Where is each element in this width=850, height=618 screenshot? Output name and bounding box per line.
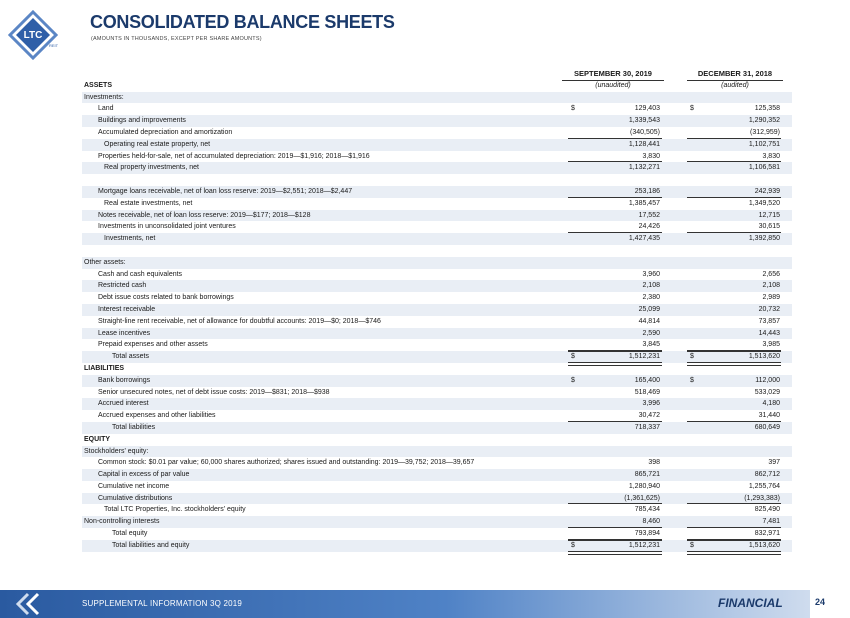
dollar-sign: $ [690, 353, 694, 361]
row-label: Mortgage loans receivable, net of loan loss reserve: 2019—$2,551; 2018—$2,447 [98, 187, 353, 195]
value-2019: 1,512,231 [628, 353, 660, 361]
dollar-sign: $ [571, 376, 575, 384]
value-2019: 2,108 [642, 282, 660, 290]
unaudited-label: (unaudited) [595, 81, 631, 89]
row-label: Other assets: [84, 258, 126, 266]
column-header-dec-2018: DECEMBER 31, 2018 [687, 68, 783, 81]
table-row [82, 210, 792, 222]
table-row [82, 280, 792, 292]
dollar-sign: $ [571, 541, 575, 549]
table-row [82, 103, 792, 115]
value-2019: 1,132,271 [628, 164, 660, 172]
table-row [82, 410, 792, 422]
row-label: Total liabilities [112, 423, 156, 431]
value-2018: 1,513,620 [748, 353, 780, 361]
table-row [82, 516, 792, 528]
row-label: Non-controlling interests [84, 518, 160, 526]
value-2018: 4,180 [762, 400, 780, 408]
balance-sheet-table [82, 68, 792, 552]
row-label: Cash and cash equivalents [98, 270, 183, 278]
table-row [82, 233, 792, 245]
row-label: Investments, net [104, 235, 156, 243]
row-label: Real estate investments, net [104, 199, 193, 207]
row-label: Properties held-for-sale, net of accumulated depreciation: 2019—$1,916; 2018—$1,916 [98, 152, 370, 160]
value-2019: 3,845 [642, 341, 660, 349]
table-row [82, 292, 792, 304]
dollar-sign: $ [690, 105, 694, 113]
value-2019: 518,469 [634, 388, 660, 396]
table-row [82, 387, 792, 399]
value-2018: 3,985 [762, 341, 780, 349]
row-label: Interest receivable [98, 305, 156, 313]
row-label: Common stock: $0.01 par value; 60,000 shares authorized; shares issued and outstanding: 2019—39,752; 2018—39,657 [98, 459, 475, 467]
value-2019: 129,403 [634, 105, 660, 113]
value-2019: 785,434 [634, 506, 660, 514]
table-row [82, 221, 792, 233]
value-2018: 12,715 [758, 211, 780, 219]
row-label: Accrued interest [98, 400, 149, 408]
section-header-row [82, 80, 792, 92]
value-2019: (1,361,625) [624, 494, 660, 502]
table-row [82, 457, 792, 469]
table-row [82, 127, 792, 139]
table-row [82, 328, 792, 340]
total-top-rule [687, 351, 781, 352]
value-2018: (1,293,383) [744, 494, 780, 502]
row-label: Investments in unconsolidated joint ventures [98, 223, 236, 231]
double-chevron-left-icon [6, 592, 46, 616]
value-2018: 397 [768, 459, 780, 467]
value-2019: 165,400 [634, 376, 660, 384]
row-label: Debt issue costs related to bank borrowings [98, 294, 234, 302]
value-2019: 2,590 [642, 329, 660, 337]
table-row [82, 540, 792, 552]
value-2018: 825,490 [754, 506, 780, 514]
table-row [82, 398, 792, 410]
table-row [82, 528, 792, 540]
row-label: Cumulative distributions [98, 494, 173, 502]
blank-row [82, 174, 792, 186]
value-2019: 1,128,441 [628, 140, 660, 148]
table-row [82, 351, 792, 363]
footer-bar [0, 590, 850, 618]
value-2019: 8,460 [642, 518, 660, 526]
row-label: Land [98, 105, 114, 113]
row-label: Total assets [112, 353, 149, 361]
row-label: Buildings and improvements [98, 117, 186, 125]
value-2019: 25,099 [638, 305, 660, 313]
table-row [82, 139, 792, 151]
value-2018: 680,649 [754, 423, 780, 431]
value-2018: 20,732 [758, 305, 780, 313]
table-row [82, 162, 792, 174]
column-header-sep-2019: SEPTEMBER 30, 2019 [562, 68, 664, 81]
dollar-sign: $ [571, 353, 575, 361]
value-2018: 242,939 [754, 187, 780, 195]
value-2019: 718,337 [634, 423, 660, 431]
table-row [82, 422, 792, 434]
value-2018: (312,959) [750, 128, 780, 136]
section-header-row [82, 434, 792, 446]
row-label: Total LTC Properties, Inc. stockholders' equity [104, 506, 246, 514]
dollar-sign: $ [690, 541, 694, 549]
row-label: Accumulated depreciation and amortization [98, 128, 233, 136]
table-row [82, 316, 792, 328]
total-top-rule [687, 540, 781, 541]
value-2019: 1,280,940 [628, 482, 660, 490]
value-2019: 1,339,543 [628, 117, 660, 125]
dollar-sign: $ [690, 376, 694, 384]
section-header-row [82, 363, 792, 375]
value-2018: 112,000 [755, 376, 780, 384]
row-label: Capital in excess of par value [98, 471, 190, 479]
page-title: CONSOLIDATED BALANCE SHEETS [90, 12, 395, 32]
row-label: LIABILITIES [84, 364, 125, 372]
row-label: Straight-line rent receivable, net of allowance for doubtful accounts: 2019—$0; 2018—$746 [98, 317, 381, 325]
value-2018: 832,971 [754, 530, 780, 538]
value-2019: 24,426 [638, 223, 660, 231]
value-2018: 1,392,850 [748, 235, 780, 243]
value-2018: 3,830 [762, 152, 780, 160]
value-2019: 3,960 [642, 270, 660, 278]
dollar-sign: $ [571, 105, 575, 113]
row-label: Bank borrowings [98, 376, 151, 384]
row-label: Investments: [84, 93, 124, 101]
table-row [82, 92, 792, 104]
table-row [82, 446, 792, 458]
footer-text: SUPPLEMENTAL INFORMATION 3Q 2019 [82, 599, 243, 608]
value-2018: 30,615 [758, 223, 780, 231]
table-row [82, 375, 792, 387]
row-label: Cumulative net income [98, 482, 170, 490]
value-2018: 862,712 [754, 471, 780, 479]
table-row [82, 269, 792, 281]
value-2018: 31,440 [758, 412, 780, 420]
value-2018: 2,989 [762, 294, 780, 302]
total-top-rule [568, 540, 662, 541]
value-2019: 253,186 [634, 187, 660, 195]
logo-subtext: REIT [49, 43, 58, 48]
table-row [82, 304, 792, 316]
value-2018: 125,358 [754, 105, 780, 113]
ltc-logo-icon [8, 10, 58, 60]
row-label: Prepaid expenses and other assets [98, 341, 208, 349]
value-2019: (340,505) [630, 128, 660, 136]
value-2018: 1,290,352 [748, 117, 780, 125]
value-2018: 1,102,751 [748, 140, 780, 148]
table-row [82, 481, 792, 493]
page-subtitle: (AMOUNTS IN THOUSANDS, EXCEPT PER SHARE AMOUNTS) [91, 36, 262, 42]
value-2019: 30,472 [638, 412, 660, 420]
footer-section-label: FINANCIAL [718, 596, 783, 610]
row-label: Accrued expenses and other liabilities [98, 412, 216, 420]
table-row [82, 493, 792, 505]
row-label: ASSETS [84, 81, 113, 89]
value-2018: 533,029 [754, 388, 780, 396]
row-label: EQUITY [84, 435, 111, 443]
table-row [82, 504, 792, 516]
total-top-rule [568, 351, 662, 352]
table-row [82, 186, 792, 198]
value-2018: 1,349,520 [748, 199, 780, 207]
value-2018: 73,857 [758, 317, 780, 325]
row-label: Notes receivable, net of loan loss reserve: 2019—$177; 2018—$128 [98, 211, 311, 219]
value-2018: 2,656 [762, 270, 780, 278]
row-label: Lease incentives [98, 329, 151, 337]
value-2019: 2,380 [642, 294, 660, 302]
value-2018: 2,108 [762, 282, 780, 290]
value-2019: 398 [648, 459, 660, 467]
column-header-row [82, 68, 792, 80]
value-2018: 1,513,620 [748, 541, 780, 549]
value-2019: 865,721 [634, 471, 660, 479]
value-2018: 1,255,764 [748, 482, 780, 490]
value-2019: 1,512,231 [628, 541, 660, 549]
row-label: Restricted cash [98, 282, 147, 290]
logo-text: LTC [23, 30, 43, 41]
value-2018: 7,481 [762, 518, 780, 526]
page-number: 24 [815, 597, 826, 607]
value-2018: 1,106,581 [748, 164, 780, 172]
table-row [82, 339, 792, 351]
double-underline-rule [568, 551, 662, 555]
value-2019: 3,996 [642, 400, 660, 408]
row-label: Stockholders' equity: [84, 447, 149, 455]
value-2018: 14,443 [758, 329, 780, 337]
row-label: Total equity [112, 530, 148, 538]
table-row [82, 198, 792, 210]
row-label: Real property investments, net [104, 164, 199, 172]
row-label: Operating real estate property, net [104, 140, 211, 148]
value-2019: 1,427,435 [628, 235, 660, 243]
table-row [82, 257, 792, 269]
blank-row [82, 245, 792, 257]
audited-label: (audited) [721, 81, 749, 89]
value-2019: 3,830 [642, 152, 660, 160]
table-row [82, 469, 792, 481]
value-2019: 17,552 [638, 211, 660, 219]
table-row [82, 115, 792, 127]
row-label: Total liabilities and equity [112, 541, 190, 549]
double-underline-rule [687, 551, 781, 555]
value-2019: 793,894 [634, 530, 660, 538]
value-2019: 1,385,457 [628, 199, 660, 207]
row-label: Senior unsecured notes, net of debt issue costs: 2019—$831; 2018—$938 [98, 388, 330, 396]
table-row [82, 151, 792, 163]
value-2019: 44,814 [638, 317, 660, 325]
